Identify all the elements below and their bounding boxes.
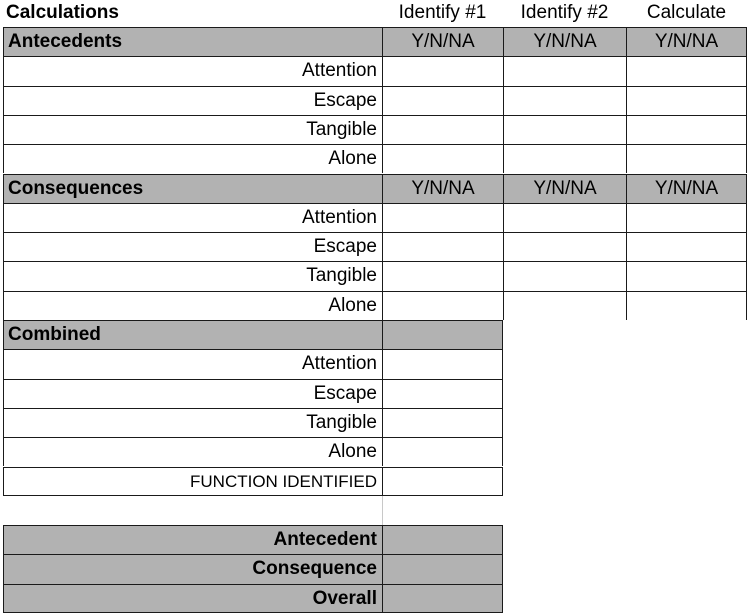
combined-section-header: Combined <box>3 320 382 349</box>
consequence-escape-calculate-cell[interactable] <box>626 232 747 261</box>
consequence-row-label-attention: Attention <box>3 203 382 232</box>
summary-row-label-overall: Overall <box>3 584 382 613</box>
combined-row-label-tangible: Tangible <box>3 408 382 437</box>
column-header-calculate: Calculate <box>646 2 727 23</box>
consequence-tangible-identify-1-cell[interactable] <box>382 261 503 290</box>
antecedent-tangible-identify-1-cell[interactable] <box>382 115 503 144</box>
antecedents-identify-1-header: Y/N/NA <box>382 27 503 56</box>
antecedent-escape-identify-1-cell[interactable] <box>382 86 503 115</box>
antecedents-identify-2-header: Y/N/NA <box>503 27 626 56</box>
column-header-identify-1: Identify #1 <box>398 2 487 23</box>
antecedent-row-label-attention: Attention <box>3 56 382 85</box>
antecedent-escape-identify-2-cell[interactable] <box>503 86 626 115</box>
summary-row-label-consequence: Consequence <box>3 554 382 583</box>
consequence-escape-identify-1-cell[interactable] <box>382 232 503 261</box>
consequence-attention-identify-1-cell[interactable] <box>382 203 503 232</box>
consequence-tangible-calculate-cell[interactable] <box>626 261 747 290</box>
consequence-tangible-identify-2-cell[interactable] <box>503 261 626 290</box>
antecedent-row-label-tangible: Tangible <box>3 115 382 144</box>
summary-row-label-antecedent: Antecedent <box>3 525 382 554</box>
consequences-section-header: Consequences <box>3 174 382 203</box>
combined-tangible-cell[interactable] <box>382 408 503 437</box>
consequence-attention-calculate-cell[interactable] <box>626 203 747 232</box>
combined-row-label-function-identified: FUNCTION IDENTIFIED <box>3 467 382 496</box>
consequence-alone-identify-1-cell[interactable] <box>382 291 503 320</box>
calculations-title: Calculations <box>6 2 119 23</box>
antecedent-escape-calculate-cell[interactable] <box>626 86 747 115</box>
antecedent-tangible-identify-2-cell[interactable] <box>503 115 626 144</box>
consequence-alone-identify-2-cell[interactable] <box>503 291 626 320</box>
antecedents-calculate-header: Y/N/NA <box>626 27 747 56</box>
consequence-row-label-tangible: Tangible <box>3 261 382 290</box>
antecedents-section-header: Antecedents <box>3 27 382 56</box>
consequence-attention-identify-2-cell[interactable] <box>503 203 626 232</box>
consequence-row-label-alone: Alone <box>3 291 382 320</box>
consequence-alone-calculate-cell[interactable] <box>626 291 747 320</box>
summary-consequence-cell[interactable] <box>382 554 503 583</box>
combined-row-label-alone: Alone <box>3 437 382 466</box>
consequences-calculate-header: Y/N/NA <box>626 174 747 203</box>
antecedent-tangible-calculate-cell[interactable] <box>626 115 747 144</box>
summary-antecedent-cell[interactable] <box>382 525 503 554</box>
antecedent-alone-identify-2-cell[interactable] <box>503 144 626 173</box>
antecedent-attention-identify-1-cell[interactable] <box>382 56 503 85</box>
combined-value-header <box>382 320 503 349</box>
summary-overall-cell[interactable] <box>382 584 503 613</box>
combined-function-identified-cell[interactable] <box>382 467 503 496</box>
antecedent-row-label-escape: Escape <box>3 86 382 115</box>
antecedent-attention-identify-2-cell[interactable] <box>503 56 626 85</box>
consequence-row-label-escape: Escape <box>3 232 382 261</box>
combined-alone-cell[interactable] <box>382 437 503 466</box>
combined-row-label-attention: Attention <box>3 349 382 378</box>
combined-escape-cell[interactable] <box>382 379 503 408</box>
combined-attention-cell[interactable] <box>382 349 503 378</box>
antecedent-alone-calculate-cell[interactable] <box>626 144 747 173</box>
consequences-identify-1-header: Y/N/NA <box>382 174 503 203</box>
gap-gridline <box>382 496 383 525</box>
column-header-identify-2: Identify #2 <box>520 2 609 23</box>
combined-row-label-escape: Escape <box>3 379 382 408</box>
consequence-escape-identify-2-cell[interactable] <box>503 232 626 261</box>
consequences-identify-2-header: Y/N/NA <box>503 174 626 203</box>
antecedent-row-label-alone: Alone <box>3 144 382 173</box>
antecedent-alone-identify-1-cell[interactable] <box>382 144 503 173</box>
antecedent-attention-calculate-cell[interactable] <box>626 56 747 85</box>
